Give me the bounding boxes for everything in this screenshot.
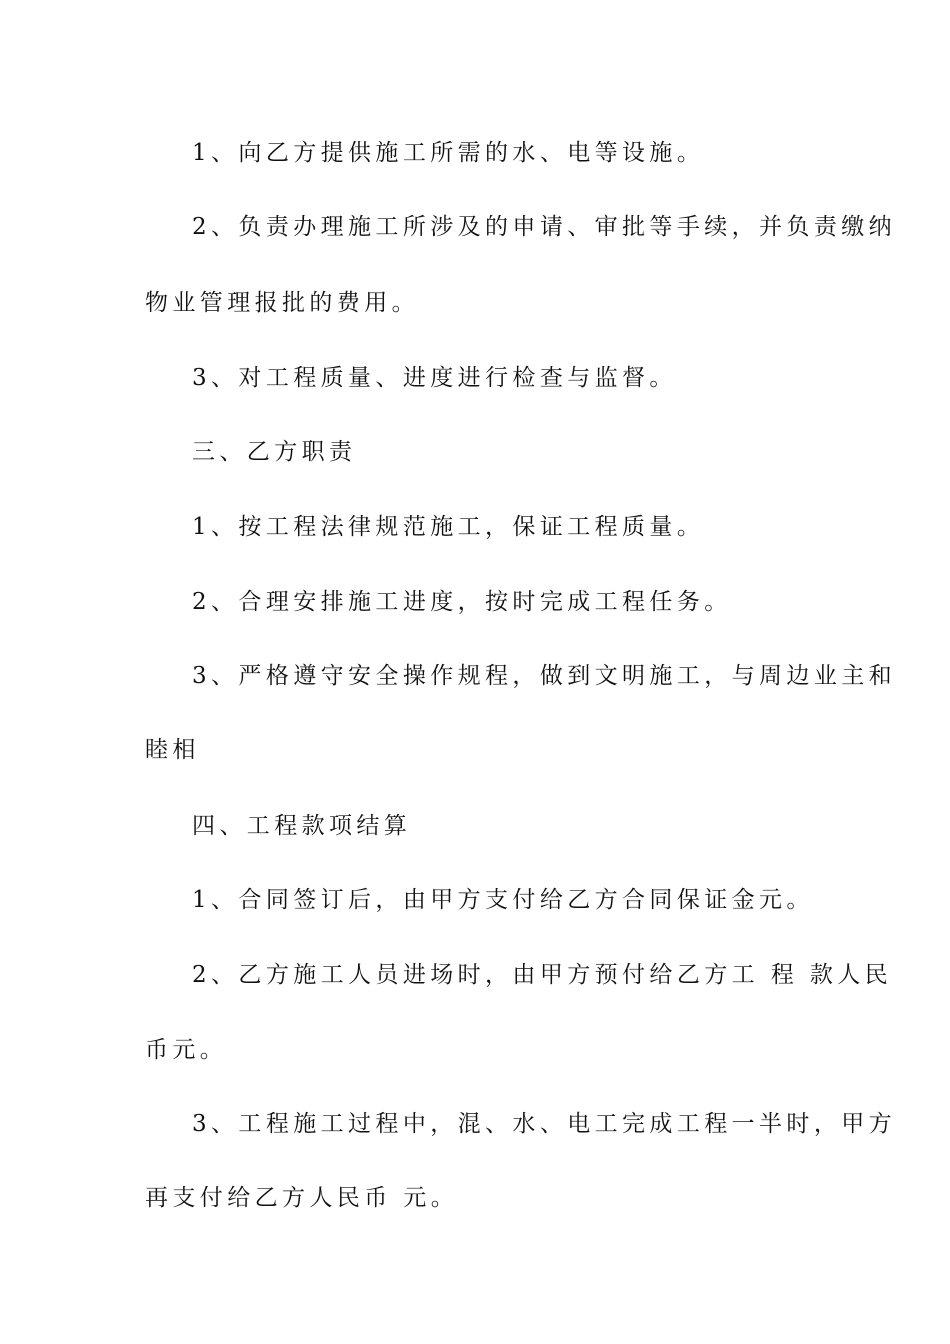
- clause-line: 1、按工程法律规范施工，保证工程质量。: [192, 514, 705, 540]
- clause-line-continuation: 物业管理报批的费用。: [145, 290, 419, 316]
- clause-line-continuation: 币元。: [145, 1037, 228, 1063]
- clause-line: 1、向乙方提供施工所需的水、电等设施。: [192, 140, 705, 166]
- clause-line: 1、合同签订后，由甲方支付给乙方合同保证金元。: [192, 887, 814, 913]
- section-heading: 四、工程款项结算: [192, 813, 412, 839]
- clause-line: 3、严格遵守安全操作规程，做到文明施工，与周边业主和: [192, 663, 897, 689]
- clause-line-continuation: 睦相: [145, 737, 200, 763]
- clause-line: 3、对工程质量、进度进行检查与监督。: [192, 365, 677, 391]
- clause-line: 2、合理安排施工进度，按时完成工程任务。: [192, 589, 732, 615]
- clause-line: 3、工程施工过程中，混、水、电工完成工程一半时，甲方: [192, 1111, 897, 1137]
- clause-line-continuation: 再支付给乙方人民币 元。: [145, 1185, 459, 1211]
- clause-line: 2、乙方施工人员进场时，由甲方预付给乙方工 程 款人民: [192, 962, 893, 988]
- section-heading: 三、乙方职责: [192, 439, 357, 465]
- clause-line: 2、负责办理施工所涉及的申请、审批等手续，并负责缴纳: [192, 214, 897, 240]
